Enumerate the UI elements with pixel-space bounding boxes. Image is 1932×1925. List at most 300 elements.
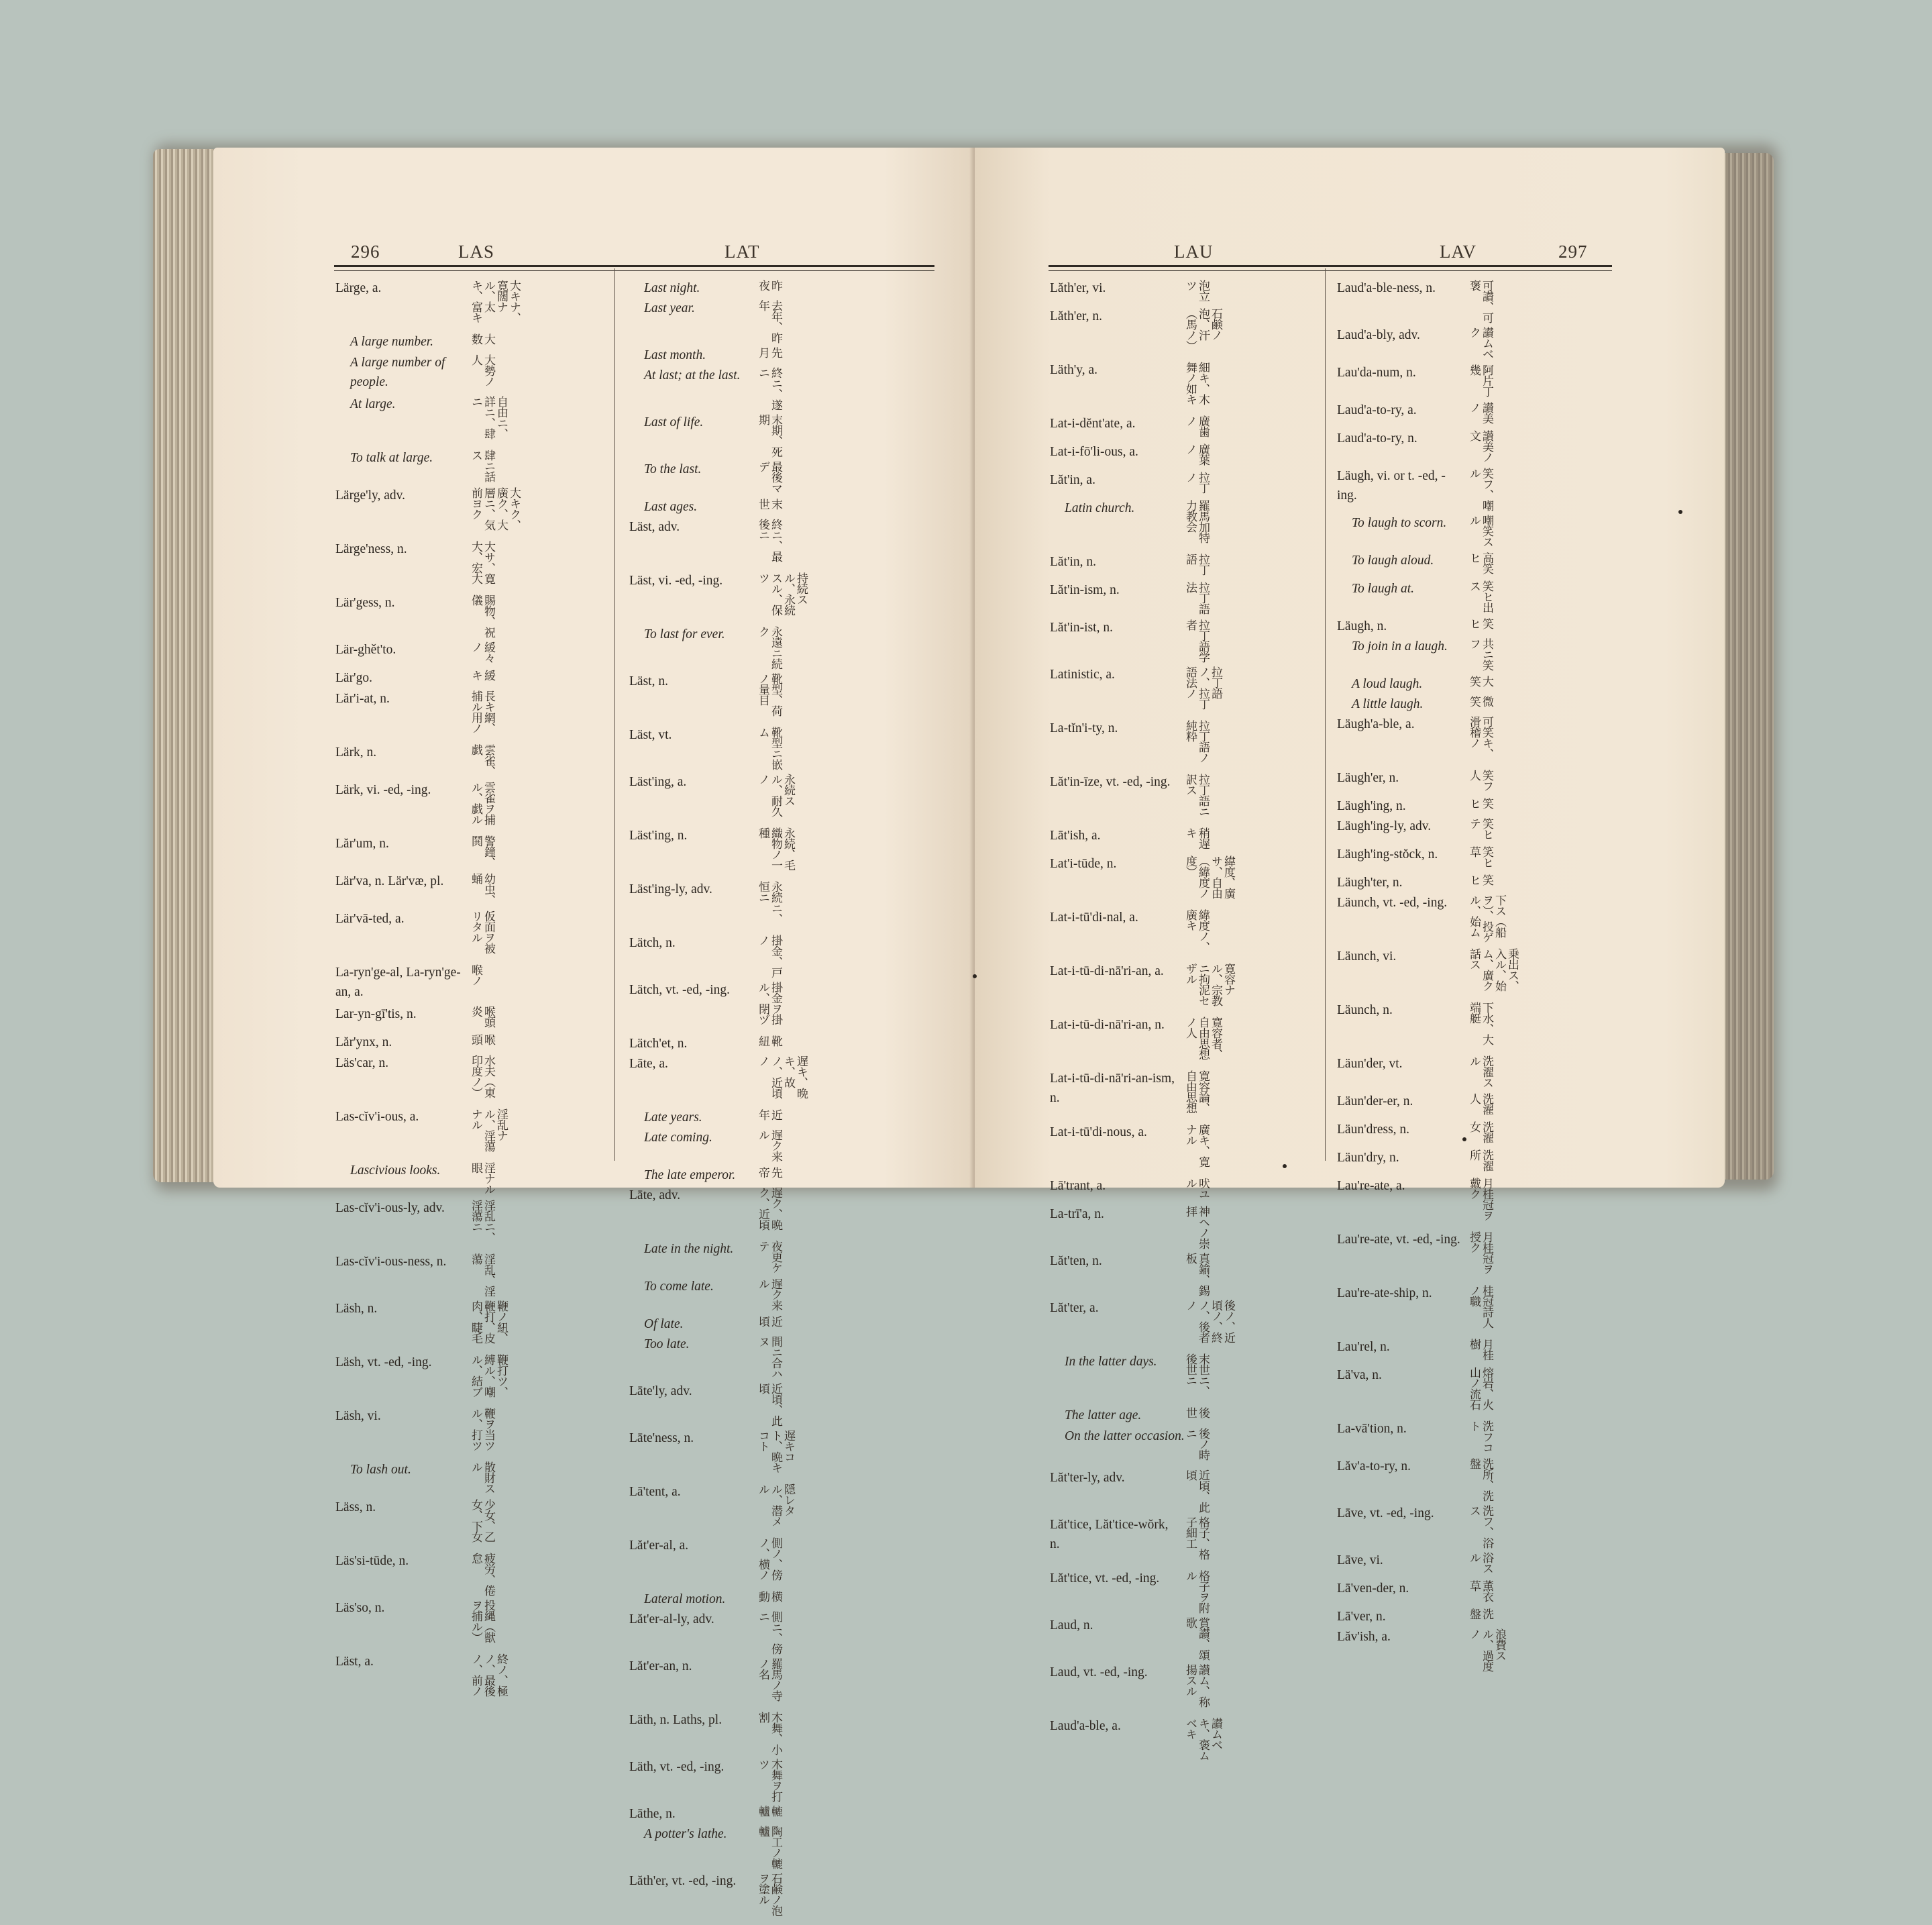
- right-page-number: 297: [1558, 242, 1588, 262]
- headword: Läunch, vt. -ed, -ing.: [1337, 896, 1448, 910]
- japanese-gloss: 末世ニ、後世ニ: [1184, 1353, 1210, 1396]
- dictionary-entry: [1337, 1419, 1619, 1457]
- headword: Läugh, vi. or t. -ed, -ing.: [1337, 469, 1446, 503]
- japanese-gloss: 可笑キ、滑稽ノ: [1468, 716, 1493, 759]
- phrase-text: To laugh at.: [1352, 582, 1415, 596]
- dictionary-phrase: [1050, 1426, 1332, 1468]
- headword: Läsh, vi.: [335, 1409, 381, 1423]
- dictionary-entry: [1050, 1015, 1332, 1069]
- japanese-gloss: 嘲笑スル: [1468, 515, 1493, 547]
- japanese-gloss: 笑フ、嘲ル: [1468, 468, 1493, 511]
- dictionary-entry: [1050, 618, 1332, 665]
- dictionary-phrase: [629, 1108, 911, 1128]
- headword: Läugh'a-ble, a.: [1337, 717, 1415, 731]
- japanese-gloss: 警鐘、鬨: [470, 835, 495, 868]
- phrase-text: To come late.: [644, 1280, 714, 1294]
- dictionary-phrase: [335, 353, 617, 395]
- dictionary-entry: [1337, 1365, 1619, 1419]
- dictionary-entry: [335, 593, 617, 640]
- ink-speck: [1462, 1137, 1466, 1141]
- headword: Lăt'er-al-ly, adv.: [629, 1612, 714, 1626]
- japanese-gloss: 喉頭: [470, 1034, 495, 1045]
- headword: Lăt'ten, n.: [1050, 1254, 1102, 1268]
- dictionary-entry: [1337, 768, 1619, 796]
- japanese-gloss: 洗濯スル: [1468, 1055, 1493, 1088]
- headword: Läst'ing, a.: [629, 775, 687, 789]
- phrase-text: Late years.: [644, 1110, 702, 1125]
- dictionary-phrase: [1337, 551, 1619, 579]
- japanese-gloss: 大数: [470, 333, 495, 344]
- dictionary-entry: [1337, 1551, 1619, 1579]
- phrase-text: Lascivious looks.: [350, 1163, 441, 1178]
- dictionary-phrase: [629, 366, 911, 413]
- dictionary-entry: [1050, 1176, 1332, 1204]
- japanese-gloss: 末世: [757, 499, 782, 509]
- japanese-gloss: 笑ヒテ: [1468, 818, 1493, 839]
- headword: Lăt'in-ist, n.: [1050, 621, 1113, 635]
- headword: Lätch, vt. -ed, -ing.: [629, 983, 730, 997]
- japanese-gloss: 少女、乙女、下女: [470, 1499, 495, 1542]
- japanese-gloss: 洗濯人: [1468, 1093, 1493, 1114]
- japanese-gloss: 洗フコト: [1468, 1420, 1493, 1453]
- headword: Läun'dry, n.: [1337, 1151, 1399, 1165]
- japanese-gloss: 末期、死期: [757, 414, 782, 457]
- japanese-gloss: 格子ヲ附ル: [1184, 1570, 1210, 1613]
- japanese-gloss: 乗出ス、入ル、始ム、廣ク話ス: [1468, 948, 1519, 991]
- japanese-gloss: 高笑ヒ: [1468, 552, 1493, 574]
- japanese-gloss: 持続スル、永続スル、保ツ: [757, 572, 808, 615]
- dictionary-entry: [629, 980, 911, 1034]
- headword: Lā'trant, a.: [1050, 1179, 1106, 1193]
- headword: Lāthe, n.: [629, 1807, 676, 1821]
- left-guide-word-first: LAS: [458, 242, 495, 262]
- dictionary-phrase: [629, 1239, 911, 1277]
- phrase-text: The late emperor.: [644, 1168, 736, 1182]
- headword: Lärge'ly, adv.: [335, 488, 406, 503]
- phrase-text: A loud laugh.: [1352, 677, 1423, 691]
- dictionary-entry: [335, 1598, 617, 1652]
- headword: Lāve, vi.: [1337, 1553, 1383, 1567]
- japanese-gloss: 緯度ノ、廣キ: [1184, 909, 1210, 952]
- dictionary-entry: [1337, 325, 1619, 363]
- phrase-text: Last year.: [644, 301, 695, 315]
- japanese-gloss: 笑ヒ草: [1468, 846, 1493, 868]
- japanese-gloss: 終ニ、最後ニ: [757, 519, 782, 562]
- headword: Läugh'er, n.: [1337, 771, 1399, 785]
- dictionary-entry: [1337, 873, 1619, 893]
- japanese-gloss: 先月: [757, 347, 782, 358]
- right-running-head: [975, 242, 1725, 264]
- right-column-2: [1337, 278, 1619, 1681]
- headword: Lăt'tice, vt. -ed, -ing.: [1050, 1571, 1160, 1585]
- dictionary-entry: [1337, 1176, 1619, 1230]
- dictionary-entry: [629, 1536, 911, 1590]
- headword: Lāte'ness, n.: [629, 1431, 694, 1445]
- dictionary-entry: [1337, 278, 1619, 325]
- japanese-gloss: 靴紐: [757, 1035, 782, 1046]
- headword: Läth, vt. -ed, -ing.: [629, 1760, 724, 1774]
- headword: Laud'a-ble, a.: [1050, 1719, 1121, 1733]
- japanese-gloss: 笑ヒ出ス: [1468, 580, 1493, 613]
- phrase-text: Late coming.: [644, 1131, 712, 1145]
- ink-speck: [973, 974, 977, 978]
- japanese-gloss: 笑ヒ: [1468, 874, 1493, 885]
- headword: Lau're-ate, a.: [1337, 1179, 1405, 1193]
- dictionary-entry: [1050, 580, 1332, 618]
- phrase-text: Of late.: [644, 1317, 684, 1331]
- japanese-gloss: 先帝: [757, 1167, 782, 1178]
- japanese-gloss: 下ス（船ヲ）、投ゲル、始ム: [1468, 894, 1506, 943]
- japanese-gloss: 寛容論、自由思想: [1184, 1070, 1210, 1113]
- headword: Läst, n.: [629, 674, 668, 688]
- japanese-gloss: 大笑: [1468, 676, 1493, 686]
- headword: Lat-i-tū'di-nous, a.: [1050, 1125, 1147, 1139]
- dictionary-entry: [1050, 854, 1332, 908]
- japanese-gloss: 拉丁語: [1184, 554, 1210, 575]
- japanese-gloss: 後ノ、近頃ノ、終ノ、後者ノ: [1184, 1300, 1235, 1343]
- headword: Lăt'in-ism, n.: [1050, 583, 1120, 597]
- headword: Läst, vi. -ed, -ing.: [629, 574, 723, 588]
- headword: Lāte, a.: [629, 1057, 668, 1071]
- dictionary-entry: [1337, 947, 1619, 1000]
- dictionary-entry: [335, 1198, 617, 1252]
- dictionary-entry: [1337, 1627, 1619, 1681]
- headword: Las-cĭv'i-ous-ness, n.: [335, 1255, 447, 1269]
- japanese-gloss: 淫乱、淫蕩: [470, 1253, 495, 1296]
- japanese-gloss: 拉丁語ニ訳ス: [1184, 774, 1210, 817]
- dictionary-entry: [335, 278, 617, 332]
- right-guide-word-first: LAU: [1174, 242, 1214, 262]
- japanese-gloss: 笑フ人: [1468, 770, 1493, 791]
- japanese-gloss: 寛容ナル、宗教ニ拘泥セザル: [1184, 963, 1235, 1006]
- japanese-gloss: 讃美ノ: [1468, 402, 1493, 423]
- japanese-gloss: 稍遅キ: [1184, 827, 1210, 849]
- phrase-text: A potter's lathe.: [644, 1827, 727, 1841]
- phrase-text: To laugh to scorn.: [1352, 516, 1447, 530]
- dictionary-entry: [1050, 1468, 1332, 1515]
- japanese-gloss: 肆ニ話ス: [470, 450, 495, 482]
- headword: Läth'y, a.: [1050, 363, 1098, 377]
- headword: Lat'i-tūde, n.: [1050, 857, 1117, 871]
- japanese-gloss: 陶工ノ轆轤: [757, 1826, 782, 1869]
- dictionary-phrase: [1337, 637, 1619, 674]
- japanese-gloss: 淫ナル眼: [470, 1162, 495, 1194]
- dictionary-entry: [1337, 363, 1619, 401]
- phrase-text: Too late.: [644, 1337, 690, 1351]
- headword: Lat-i-tū'di-nal, a.: [1050, 911, 1138, 925]
- japanese-gloss: 洗濯女: [1468, 1121, 1493, 1143]
- left-guide-word-last: LAT: [724, 242, 760, 262]
- japanese-gloss: 雲雀、戯: [470, 744, 495, 776]
- dictionary-entry: [1337, 1148, 1619, 1176]
- headword: Lăt'in, n.: [1050, 555, 1097, 569]
- japanese-gloss: 隠レタル、潜メル: [757, 1484, 795, 1526]
- dictionary-entry: [1050, 1123, 1332, 1176]
- dictionary-entry: [1337, 1000, 1619, 1054]
- headword: Laud'a-to-ry, a.: [1337, 403, 1417, 417]
- dictionary-entry: [1337, 715, 1619, 768]
- japanese-gloss: 遅ク来ル: [757, 1278, 782, 1310]
- dictionary-entry: [1337, 1092, 1619, 1120]
- dictionary-entry: [1337, 1579, 1619, 1607]
- dictionary-phrase: [335, 448, 617, 486]
- dictionary-phrase: [1050, 1352, 1332, 1406]
- headword: Läst, adv.: [629, 520, 680, 534]
- dictionary-entry: [335, 909, 617, 963]
- dictionary-entry: [1050, 908, 1332, 961]
- headword: La-trī'a, n.: [1050, 1207, 1104, 1221]
- headword: Lat-i-dĕnt'ate, a.: [1050, 417, 1136, 431]
- dictionary-phrase: [1050, 499, 1332, 552]
- dictionary-phrase: [629, 1128, 911, 1165]
- phrase-text: At last; at the last.: [644, 368, 741, 382]
- headword: Latinistic, a.: [1050, 668, 1115, 682]
- japanese-gloss: 永続、毛織物ノ一種: [757, 827, 795, 870]
- japanese-gloss: 洗盤: [1468, 1608, 1493, 1619]
- headword: Lā'tent, a.: [629, 1485, 681, 1499]
- phrase-text: Last ages.: [644, 500, 698, 514]
- dictionary-entry: [1050, 961, 1332, 1015]
- japanese-gloss: 神ヘノ崇拝: [1184, 1206, 1210, 1249]
- japanese-gloss: 月桂樹: [1468, 1339, 1493, 1360]
- headword: Läun'dress, n.: [1337, 1123, 1410, 1137]
- japanese-gloss: 喉ノ: [470, 964, 482, 986]
- japanese-gloss: 木舞、小割: [757, 1712, 782, 1755]
- japanese-gloss: 洗フ、浴ス: [1468, 1505, 1493, 1548]
- phrase-text: Late in the night.: [644, 1242, 734, 1256]
- japanese-gloss: 大勢ノ人: [470, 354, 495, 386]
- dictionary-phrase: [629, 1824, 911, 1871]
- japanese-gloss: 賞讃、頌歌: [1184, 1617, 1210, 1660]
- dictionary-phrase: [629, 278, 911, 299]
- japanese-gloss: 微笑: [1468, 696, 1493, 707]
- headword: Läun'der, vt.: [1337, 1057, 1403, 1071]
- japanese-gloss: 拉丁語学者: [1184, 619, 1210, 662]
- japanese-gloss: 笑ヒ: [1468, 798, 1493, 809]
- dictionary-entry: [629, 1428, 911, 1482]
- headword: Lätch, n.: [629, 936, 676, 950]
- headword: Lärge, a.: [335, 281, 382, 295]
- japanese-gloss: 後世: [1184, 1407, 1210, 1418]
- headword: Lā'ven-der, n.: [1337, 1581, 1409, 1596]
- dictionary-entry: [1050, 1069, 1332, 1123]
- right-page: [975, 148, 1725, 1761]
- japanese-gloss: 桂冠詩人ノ職: [1468, 1285, 1493, 1328]
- dictionary-entry: [629, 725, 911, 772]
- dictionary-entry: [1337, 796, 1619, 817]
- japanese-gloss: 薫衣草: [1468, 1580, 1493, 1602]
- japanese-gloss: 水夫（東印度ノ）: [470, 1055, 495, 1098]
- japanese-gloss: 泡立ツ: [1184, 280, 1210, 301]
- japanese-gloss: 長キ網、捕ル用ノ: [470, 690, 495, 733]
- headword: Läunch, n.: [1337, 1003, 1393, 1017]
- dictionary-entry: [1337, 1337, 1619, 1365]
- left-head-rule: [334, 265, 934, 271]
- dictionary-entry: [1337, 845, 1619, 873]
- headword: Lăth'er, n.: [1050, 309, 1102, 323]
- japanese-gloss: 洗所、洗盤: [1468, 1458, 1493, 1501]
- japanese-gloss: 終ニ、遂ニ: [757, 367, 782, 410]
- dictionary-phrase: [629, 460, 911, 497]
- japanese-gloss: 仮面ヲ被リタル: [470, 911, 495, 953]
- dictionary-entry: [1337, 893, 1619, 947]
- headword: Lär'va, n. Lär'væ, pl.: [335, 874, 444, 888]
- japanese-gloss: 讃ムベキ、褒ムベキ: [1184, 1718, 1222, 1761]
- japanese-gloss: 鞭打ツ、縛ル、嘲ル、結ブ: [470, 1354, 508, 1397]
- dictionary-entry: [335, 668, 617, 689]
- japanese-gloss: 掛金、戸ノ: [757, 935, 782, 978]
- phrase-text: A little laugh.: [1352, 697, 1424, 711]
- dictionary-entry: [1050, 1251, 1332, 1298]
- japanese-gloss: 永続ニ、恒ニ: [757, 881, 782, 924]
- japanese-gloss: 寛容者、自由思想ノ人: [1184, 1017, 1222, 1059]
- dictionary-entry: [1050, 307, 1332, 360]
- japanese-gloss: 遅キコト、晩キコト: [757, 1430, 795, 1473]
- japanese-gloss: 浪費スル、過度ノ: [1468, 1628, 1506, 1671]
- japanese-gloss: 後ノ時ニ: [1184, 1428, 1210, 1460]
- japanese-gloss: 遅ク来ル: [757, 1129, 782, 1161]
- headword: Lat-i-fō'li-ous, a.: [1050, 445, 1138, 459]
- headword: Läs'car, n.: [335, 1056, 389, 1070]
- headword: Lätch'et, n.: [629, 1037, 688, 1051]
- headword: Las-cĭv'i-ous-ly, adv.: [335, 1201, 445, 1215]
- headword: Lat-i-tū-di-nā'ri-an-ism, n.: [1050, 1072, 1175, 1105]
- headword: Läugh'ing, n.: [1337, 799, 1406, 813]
- japanese-gloss: 讃ム、称揚スル: [1184, 1664, 1210, 1707]
- headword: Lärk, vi. -ed, -ing.: [335, 783, 431, 797]
- japanese-gloss: 淫乱ナル、淫蕩ナル: [470, 1108, 508, 1151]
- phrase-text: Latin church.: [1065, 501, 1135, 515]
- dictionary-entry: [1337, 1504, 1619, 1551]
- phrase-text: Last month.: [644, 348, 706, 362]
- phrase-text: To lash out.: [350, 1463, 411, 1477]
- dictionary-entry: [629, 880, 911, 933]
- phrase-text: In the latter days.: [1065, 1355, 1157, 1369]
- dictionary-entry: [335, 689, 617, 743]
- dictionary-entry: [1337, 401, 1619, 429]
- dictionary-entry: [1050, 1616, 1332, 1663]
- dictionary-entry: [1050, 1298, 1332, 1352]
- headword: Laud, vt. -ed, -ing.: [1050, 1665, 1148, 1679]
- japanese-gloss: 大サ、寛大、宏大: [470, 541, 495, 584]
- dictionary-entry: [1050, 1515, 1332, 1569]
- phrase-text: Last night.: [644, 281, 700, 295]
- headword: Lāte, adv.: [629, 1188, 681, 1202]
- dictionary-entry: [335, 963, 617, 1004]
- dictionary-entry: [1337, 617, 1619, 637]
- japanese-gloss: 拉丁ノ: [1184, 472, 1210, 493]
- japanese-gloss: 鞭ノ紐、鞭打、皮肉、睫毛: [470, 1300, 508, 1343]
- dictionary-entry: [629, 672, 911, 725]
- dictionary-entry: [1050, 826, 1332, 854]
- dictionary-entry: [1337, 1284, 1619, 1337]
- dictionary-entry: [335, 834, 617, 872]
- headword: Lär'go.: [335, 671, 372, 685]
- phrase-text: Last of life.: [644, 415, 704, 429]
- japanese-gloss: 笑ヒ: [1468, 618, 1493, 629]
- phrase-text: The latter age.: [1065, 1408, 1142, 1422]
- phrase-text: Lateral motion.: [644, 1592, 726, 1606]
- dictionary-entry: [335, 1053, 617, 1107]
- headword: Läunch, vi.: [1337, 949, 1397, 964]
- dictionary-entry: [335, 539, 617, 593]
- japanese-gloss: 終ノ、極ノ、最後ノ、前ノ: [470, 1653, 508, 1696]
- phrase-text: A large number.: [350, 335, 434, 349]
- dictionary-entry: [335, 1551, 617, 1598]
- japanese-gloss: 吠ユル: [1184, 1178, 1210, 1199]
- dictionary-entry: [335, 872, 617, 909]
- japanese-gloss: 疲労、倦怠: [470, 1553, 495, 1596]
- headword: Läsh, vt. -ed, -ing.: [335, 1355, 432, 1369]
- headword: Lär'gess, n.: [335, 596, 395, 610]
- japanese-gloss: 緩々ノ: [470, 641, 495, 663]
- dictionary-entry: [1337, 1230, 1619, 1284]
- headword: La-vā'tion, n.: [1337, 1422, 1407, 1436]
- headword: Lăt'er-an, n.: [629, 1659, 692, 1673]
- japanese-gloss: 月桂冠ヲ戴ク: [1468, 1178, 1493, 1220]
- japanese-gloss: 自由ニ、詳ニ、肆ニ: [470, 396, 508, 439]
- japanese-gloss: 讃ムベク: [1468, 327, 1493, 359]
- dictionary-entry: [335, 780, 617, 834]
- headword: Laud'a-bly, adv.: [1337, 328, 1420, 342]
- japanese-gloss: 遅ク、晩ク、近頃: [757, 1187, 782, 1230]
- phrase-text: To last for ever.: [644, 627, 725, 641]
- japanese-gloss: 可讃、可褒: [1468, 280, 1493, 323]
- japanese-gloss: 浴スル: [1468, 1552, 1493, 1573]
- dictionary-phrase: [1337, 513, 1619, 551]
- phrase-text: To talk at large.: [350, 451, 433, 465]
- dictionary-phrase: [1337, 579, 1619, 617]
- dictionary-entry: [335, 743, 617, 780]
- phrase-text: At large.: [350, 397, 396, 411]
- dictionary-phrase: [335, 332, 617, 353]
- dictionary-phrase: [629, 413, 911, 460]
- headword: Läugh'ing-ly, adv.: [1337, 819, 1432, 833]
- dictionary-entry: [629, 1186, 911, 1239]
- dictionary-entry: [335, 1299, 617, 1353]
- japanese-gloss: 下水、大端艇: [1468, 1002, 1493, 1045]
- dictionary-entry: [1337, 429, 1619, 466]
- japanese-gloss: 横動: [757, 1591, 782, 1602]
- dictionary-entry: [629, 1054, 911, 1108]
- dictionary-phrase: [629, 1335, 911, 1382]
- dictionary-entry: [1050, 552, 1332, 580]
- dictionary-entry: [629, 1804, 911, 1824]
- right-guide-word-last: LAV: [1440, 242, 1477, 262]
- dictionary-entry: [1337, 1457, 1619, 1504]
- japanese-gloss: 阿片丁幾: [1468, 364, 1493, 397]
- headword: La-tĭn'i-ty, n.: [1050, 721, 1118, 735]
- left-page-edges: [153, 149, 220, 1182]
- dictionary-entry: [629, 1710, 911, 1757]
- japanese-gloss: 廣歯ノ: [1184, 415, 1210, 437]
- dictionary-entry: [1050, 1663, 1332, 1716]
- dictionary-entry: [629, 1871, 911, 1925]
- dictionary-phrase: [1050, 1406, 1332, 1426]
- headword: Lat-i-tū-di-nā'ri-an, a.: [1050, 964, 1164, 978]
- headword: Läss, n.: [335, 1500, 376, 1514]
- japanese-gloss: 廣葉ノ: [1184, 444, 1210, 465]
- dictionary-phrase: [1337, 674, 1619, 694]
- japanese-gloss: 石鹸ノ泡、汗（馬ノ）: [1184, 308, 1222, 351]
- dictionary-entry: [1050, 719, 1332, 772]
- japanese-gloss: 拉丁語法: [1184, 582, 1210, 614]
- japanese-gloss: 真鍮、錫板: [1184, 1253, 1210, 1296]
- dictionary-entry: [629, 1610, 911, 1657]
- dictionary-entry: [629, 1657, 911, 1710]
- dictionary-entry: [1050, 414, 1332, 442]
- left-page-number: 296: [351, 242, 380, 262]
